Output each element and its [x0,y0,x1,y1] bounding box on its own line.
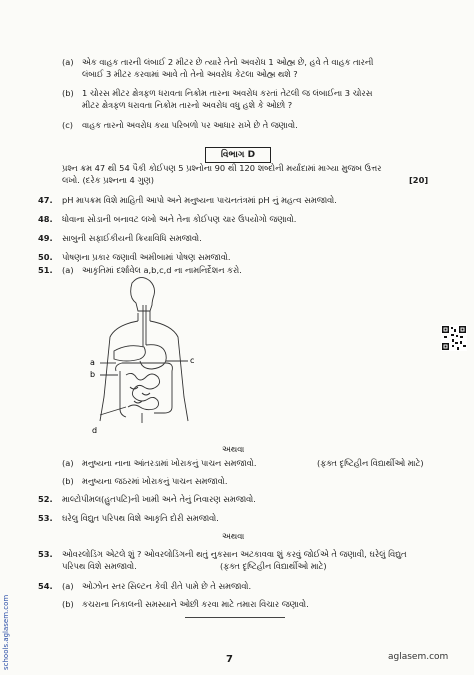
q48-text: ધોવાના સોડાની બનાવટ લખો અને તેના કોઈપણ ચાર ઉપયોગો જણાવો. [62,214,297,224]
q51-a-text: આકૃતિમાં દર્શાવેલ a,b,c,d ના નામનિર્દેશન કરો. [82,265,242,275]
q53-line1: ઓવરલોડિંગ એટલે શું ? ઓવરલોડિંગની થતું નુકસાન અટકાવવા શું કરવું જોઈએ તે જણાવી, ઘરેલું વિદ્યુત [62,549,407,559]
q47-text: pH માપક્રમ વિશે માહિતી આપો અને મનુષ્યના પાચનતંત્રમાં pH નું મહત્વ સમજાવો. [62,195,337,205]
q49-text: સાબુની સફાઈકીયની ક્રિયાવિધિ સમજાવો. [62,233,202,243]
or-label-2: અથવા [222,531,245,541]
q51-number: 51. [38,265,53,275]
q51-or-a-text: મનુષ્યના નાના આંતરડામાં ખોરાકનું પાચન સમજાવો. [82,458,257,468]
q49-number: 49. [38,233,53,243]
side-watermark: schools.aglasem.com [2,594,10,670]
q50-number: 50. [38,252,53,262]
q52-number: 52. [38,494,53,504]
q51-or-a-note: (ફક્ત દૃષ્ટિહીન વિદ્યાર્થીઓ માટે) [317,458,424,468]
section-instructions-1: પ્રશ્ન ક્રમ 47 થી 54 પૈકી કોઈપણ 5 પ્રશ્નોના 90 થી 120 શબ્દોની મર્યાદામાં માગ્યા મુજબ ઉત્તર [62,163,382,173]
diagram-label-b: b [90,370,96,379]
q53a-number: 53. [38,513,53,523]
footer-site: aglasem.com [388,652,449,662]
section-marks: [20] [409,175,429,185]
q-c-label: (c) [62,120,74,130]
q-b-line2: મીટર ક્ષેત્રફળ ધરાવતા નિક્રોમ તારનો અવરોધ વધુ હશે કે ઓછો ? [82,100,293,110]
q-a-line1: એક વાહક તારની લંબાઈ 2 મીટર છે ત્યારે તેનો અવરોધ 1 ઓહ્મ છે, હવે તે વાહક તારની [82,57,374,67]
q48-number: 48. [38,214,53,224]
page-number: 7 [226,654,233,665]
q52-text: માલ્ટોપીમલ(હુતપટિ)ની ખામી અને તેનું નિવારણ સમજાવો. [62,494,256,504]
q53-number: 53. [38,549,53,559]
q54-number: 54. [38,581,53,591]
q54-a-label: (a) [62,581,74,591]
end-separator [185,617,285,618]
section-title: વિભાગ D [205,147,271,163]
q53-note: (ફક્ત દૃષ્ટિહીન વિદ્યાર્થીઓ માટે) [220,561,327,571]
q54-b-label: (b) [62,599,74,609]
q-b-label: (b) [62,88,74,98]
q47-number: 47. [38,195,53,205]
diagram-label-a: a [90,358,95,367]
q51-or-b-label: (b) [62,476,74,486]
q-a-label: (a) [62,57,74,67]
q-b-line1: 1 ચોરસ મીટર ક્ષેત્રફળ ધરાવતા નિક્રોમ તારના અવરોધ કરતાં તેટલી જ લંબાઈના 3 ચોરસ [82,88,373,98]
q51-a-label: (a) [62,265,74,275]
q-a-line2: લંબાઈ 3 મીટર કરવામાં આવે તો તેનો અવરોધ કેટલા ઓહ્મ થશે ? [82,69,298,79]
digestive-system-diagram [80,275,210,440]
section-instructions-2: લખો. (દરેક પ્રશ્નના 4 ગુણ) [62,175,155,185]
diagram-label-c: c [190,356,195,365]
q54-a-text: ઓઝોન સ્તર સિલ્ટન કેવી રીતે પામે છે તે સમજાવો. [82,581,252,591]
q54-b-text: કચરાના નિકાલની સમસ્યાને ઓછી કરવા માટે તમારા વિચાર જણાવો. [82,599,309,609]
q51-or-a-label: (a) [62,458,74,468]
q50-text: પોષણના પ્રકાર જણાવી અમીબામાં પોષણ સમજાવો. [62,252,231,262]
q53-line2: પરિપથ વિશે સમજાવો. [62,561,137,571]
qr-code-icon [441,325,467,351]
q-c-line: વાહક તારનો અવરોધ કયા પરિબળો પર આધાર રાખે છે તે જણાવો. [82,120,298,130]
diagram-label-d: d [92,426,98,435]
q51-or-b-text: મનુષ્યના જઠરમાં ખોરાકનું પાચન સમજાવો. [82,476,228,486]
q53a-text: ઘરેલુ વિદ્યુત પરિપથ વિશે આકૃતિ દોરી સમજાવો. [62,513,219,523]
or-label-1: અથવા [222,444,245,454]
